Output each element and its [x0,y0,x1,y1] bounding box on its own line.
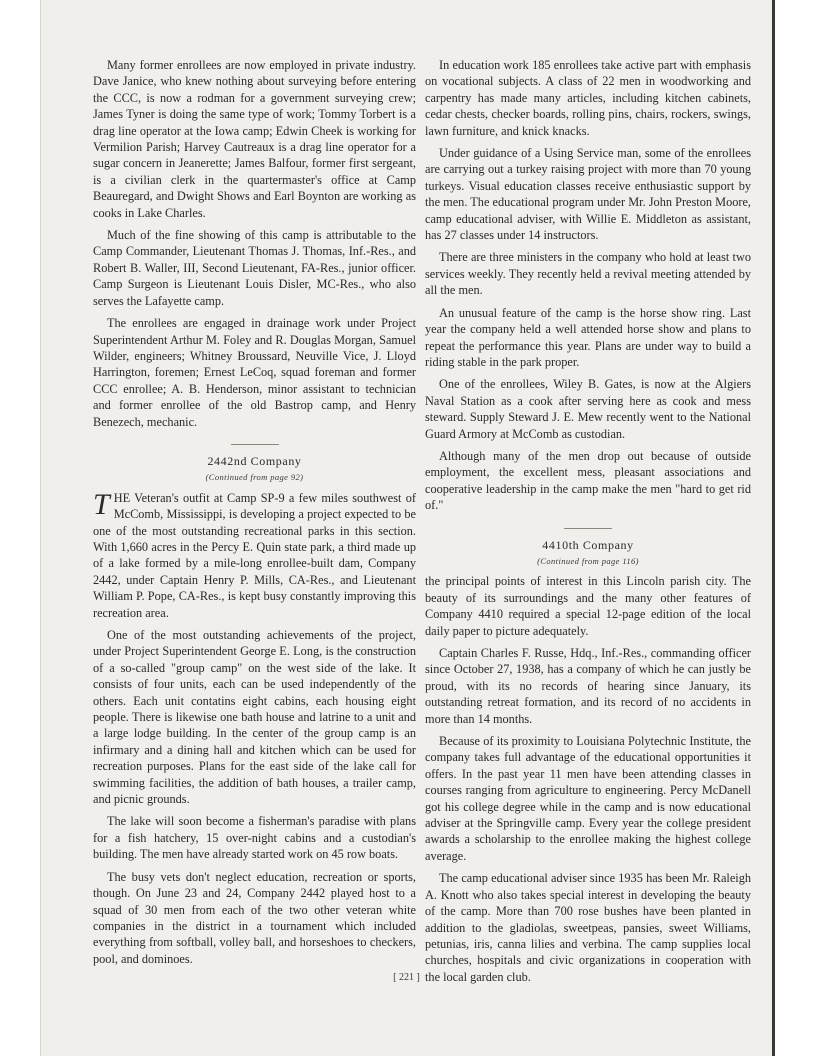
section-subhead: (Continued from page 92) [205,472,304,483]
paragraph: Under guidance of a Using Service man, some of the enrollees are carrying out a turkey raising project with more than 70 young turkeys. Visual education classes receive enthusiastic support by the men. The educational program under Mr. John Preston Moore, camp educational adviser, with Willie E. Middleton as assistant, has 27 classes under 14 instructors. [425,146,751,243]
paragraph-with-dropcap [93,487,416,621]
paragraph: The camp educational adviser since 1935 has been Mr. Raleigh A. Knott who also takes special interest in developing the beauty of the camp. More than 700 rose bushes have been planted in addition to the gladiolas, sweetpeas, pansies, sweet Williams, petunias, iris, canna lilies and verbina. The camp supplies local churches, hospitals and civic organizations in cooperation with the local garden club. [425,871,751,984]
paragraph-text: HE Veteran's outfit at Camp SP-9 a few miles southwest of McComb, Mississippi, is developing a project expected to be one of the most outstanding recreational parks in this section. With 1,660 acres in the Percy E. Quin state park, a third made up of a lake formed by a mile-long enrollee-built dam, Company 2442, under Captain Henry P. Mills, CA-Res., and Lieutenant William P. Pope, CA-Res., is kept busy constantly improving this recreation area. [93,490,416,620]
paragraph: The lake will soon become a fisherman's paradise with plans for a fish hatchery, 15 over-night cabins and a custodian's building. The men have already started work on 45 row boats. [93,814,416,862]
document-page [40,0,775,1056]
paragraph: Much of the fine showing of this camp is attributable to the Camp Commander, Lieutenant Thomas J. Thomas, Inf.-Res., and Robert B. Waller, III, Second Lieutenant, FA-Res., junior officer. Camp Surgeon is Lieutenant Louis Disler, MC-Res., who also serves the Lafayette camp. [93,228,416,308]
paragraph: Many former enrollees are now employed in private industry. Dave Janice, who knew nothing about surveying before entering the CCC, is now a rodman for a government surveying crew; James Tyner is doing the same type of work; Tommy Torbert is a drag line operator at the Iowa camp; Edwin Cheek is working for Vermilion Parish; Harvey Cautreaux is a drag line operator for a sugar concern in Jeanerette; James Balfour, former first sergeant, is a civilian clerk in the quartermaster's office at Camp Beauregard, and Dwight Shows and Earl Boynton are working as cooks in Lake Charles. [93,58,416,220]
paragraph: Captain Charles F. Russe, Hdq., Inf.-Res., commanding officer since October 27, 1938, has a company of which he can justly be proud, with its no records of hearing since January, its outstanding retreat formation, and its record of no accidents in more than 14 months. [425,646,751,726]
paragraph: There are three ministers in the company who hold at least two services weekly. They recently held a revival meeting attended by all the men. [425,250,751,298]
drop-cap: T [93,487,110,521]
section-rule [564,528,612,529]
paragraph: Because of its proximity to Louisiana Polytechnic Institute, the company takes full advantage of the educational opportunities it offers. In the past year 11 men have been attending classes in courses ranging from agriculture to engineering. Percy McDanell got his college degree while in the camp and is now educational adviser at the Springville camp. Every year the college president awards a scholarship to the enrollee making the highest college average. [425,734,751,863]
paragraph: The busy vets don't neglect education, recreation or sports, though. On June 23 and 24, Company 2442 played host to a squad of 30 men from each of the two other veteran white companies in the district in a tournament which included everything from softball, volley ball, and horseshoes to checkers, pool, and dominoes. [93,869,416,966]
paragraph: Although many of the men drop out because of outside employment, the excellent mess, pleasant associations and cooperative leadership in the camp make the men "hard to get rid of." [425,448,751,513]
right-column [425,57,751,991]
left-column [93,57,416,973]
paragraph: One of the enrollees, Wiley B. Gates, is now at the Algiers Naval Station as a cook after serving here as cook and mess steward. Supply Steward J. E. Mew recently went to the National Guard Armory at McComb as custodian. [425,377,751,441]
paragraph: An unusual feature of the camp is the horse show ring. Last year the company held a well attended horse show and plans to repeat the performance this year. Plans are under way to build a riding stable in the park proper. [425,305,751,369]
paragraph: The enrollees are engaged in drainage work under Project Superintendent Arthur M. Foley and R. Douglas Morgan, Samuel Wilder, engineers; Whitney Broussard, Neuville Vice, J. Lloyd Harrington, foremen; Ernest LeCoq, squad foreman and former CCC enrollee; A. B. Henderson, minor assistant to technician and former enrollee of the old Bastrop camp, and Henry Benezech, mechanic. [93,316,416,429]
section-heading: 4410th Company [542,537,634,552]
section-rule [231,444,279,445]
paragraph: the principal points of interest in this Lincoln parish city. The beauty of its surroundings and the many other features of Company 4410 required a special 12-page edition of the local daily paper to picture adequately. [425,574,751,638]
page-number: [ 221 ] [393,972,420,983]
paragraph: In education work 185 enrollees take active part with emphasis on vocational subjects. A class of 22 men in woodworking and carpentry has made many articles, including kitchen cabinets, cedar chests, checker boards, rolling pins, chairs, rockers, swings, lawn furniture, and knick knacks. [425,58,751,138]
section-heading: 2442nd Company [207,453,302,468]
section-subhead: (Continued from page 116) [537,555,639,566]
paragraph: One of the most outstanding achievements of the project, under Project Superintendent George E. Long, is the construction of a so-called "group camp" on the west side of the lake. It consists of four units, each can be used independently of the others. Each unit contatins eight cabins, each housing eight people. There is likewise one bath house and latrine to a unit and a large lodge building. In the center of the group camp is an infirmary and a dining hall and kitchen which can be used for recreation purposes. Plans for the east side of the lake call for swimming facilities, the addition of bath houses, a trailer camp, and picnic grounds. [93,628,416,807]
